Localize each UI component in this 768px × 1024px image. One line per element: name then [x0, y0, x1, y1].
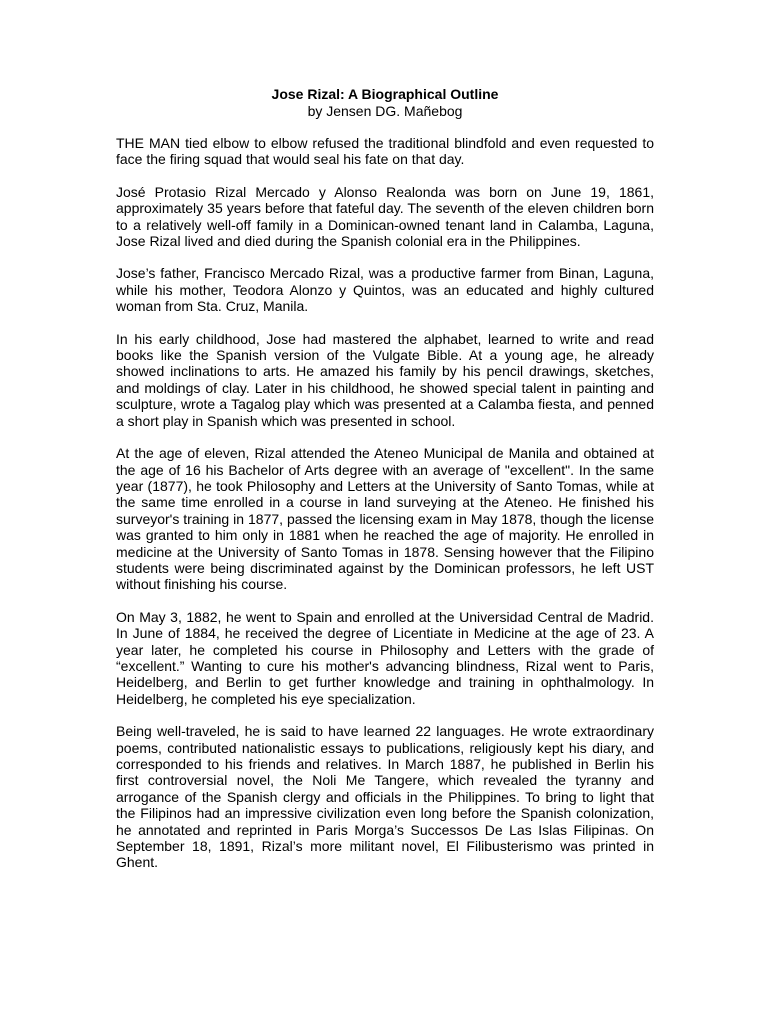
- document-byline: by Jensen DG. Mañebog: [307, 103, 463, 119]
- paragraph-birth: José Protasio Rizal Mercado y Alonso Realonda was born on June 19, 1861, approximately 35 years before that fateful day. The seventh of the eleven children born to a relatively well-off family in a Dominican-owned tenant land in Calamba, Laguna, Jose Rizal lived and died during the Spanish colonial era in the Philippines.: [116, 183, 654, 250]
- paragraph-works: Being well-traveled, he is said to have learned 22 languages. He wrote extraordinary poems, contributed nationalistic essays to publications, religiously kept his diary, and corresponded to his friends and relatives. In March 1887, he published in Berlin his first controversial novel, the Noli Me Tangere, which revealed the tyranny and arrogance of the Spanish clergy and officials in the Philippines. To bring to light that the Filipinos had an impressive civilization even long before the Spanish colonization, he annotated and reprinted in Paris Morga’s Successos De Las Islas Filipinas. On September 18, 1891, Rizal’s more militant novel, El Filibusterismo was printed in Ghent.: [116, 723, 654, 871]
- paragraph-spain: On May 3, 1882, he went to Spain and enrolled at the Universidad Central de Madrid. In June of 1884, he received the degree of Licentiate in Medicine at the age of 23. A year later, he completed his course in Philosophy and Letters with the grade of “excellent.” Wanting to cure his mother's advancing blindness, Rizal went to Paris, Heidelberg, and Berlin to get further knowledge and training in ophthalmology. In Heidelberg, he completed his eye specialization.: [116, 608, 654, 707]
- document-title: Jose Rizal: A Biographical Outline: [271, 86, 499, 102]
- paragraph-childhood: In his early childhood, Jose had mastered the alphabet, learned to write and read books like the Spanish version of the Vulgate Bible. At a young age, he already showed inclinations to arts. He amazed his family by his pencil drawings, sketches, and moldings of clay. Later in his childhood, he showed special talent in painting and sculpture, wrote a Tagalog play which was presented at a Calamba fiesta, and penned a short play in Spanish which was presented in school.: [116, 330, 654, 429]
- paragraph-education: At the age of eleven, Rizal attended the Ateneo Municipal de Manila and obtained at the age of 16 his Bachelor of Arts degree with an average of "excellent". In the same year (1877), he took Philosophy and Letters at the University of Santo Tomas, while at the same time enrolled in a course in land surveying at the Ateneo. He finished his surveyor's training in 1877, passed the licensing exam in May 1878, though the license was granted to him only in 1881 when he reached the age of majority. He enrolled in medicine at the University of Santo Tomas in 1878. Sensing however that the Filipino students were being discriminated against by the Dominican professors, he left UST without finishing his course.: [116, 445, 654, 593]
- paragraph-intro: THE MAN tied elbow to elbow refused the traditional blindfold and even requested to face the firing squad that would seal his fate on that day.: [116, 135, 654, 168]
- document-page: [116, 86, 654, 887]
- paragraph-parents: Jose’s father, Francisco Mercado Rizal, was a productive farmer from Binan, Laguna, while his mother, Teodora Alonzo y Quintos, was an educated and highly cultured woman from Sta. Cruz, Manila.: [116, 265, 654, 315]
